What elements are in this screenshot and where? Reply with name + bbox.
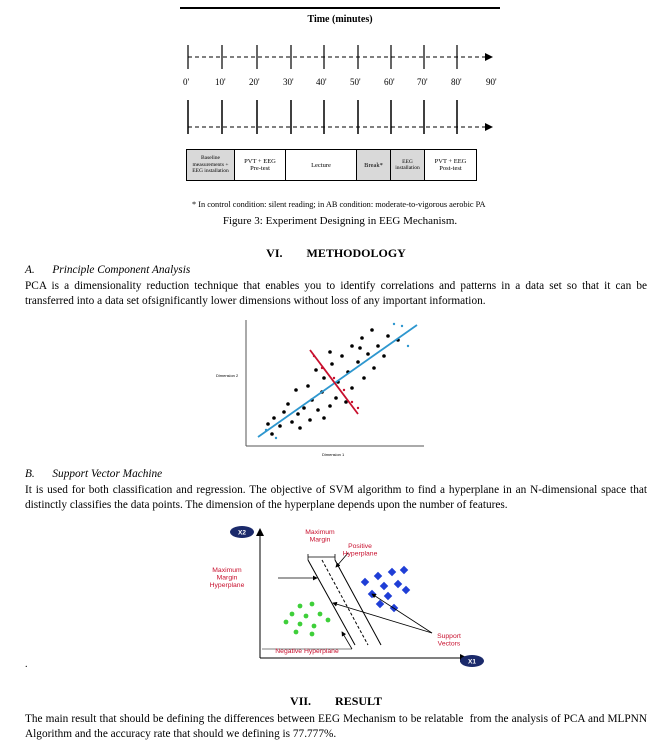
tick-label: 40' xyxy=(316,77,327,87)
pca-point xyxy=(322,416,326,420)
pca-projection-point xyxy=(357,407,359,409)
pca-point xyxy=(314,368,318,372)
pca-point xyxy=(266,422,270,426)
figure-top-rule xyxy=(180,7,500,9)
phase-eeg-installation: EEG installation xyxy=(390,149,425,181)
negative-hyperplane-line xyxy=(308,560,355,645)
svm-positive-point xyxy=(384,592,392,600)
svm-negative-point xyxy=(310,632,315,637)
svm-negative-point xyxy=(298,604,303,609)
svm-negative-point xyxy=(294,630,299,635)
svm-negative-point xyxy=(304,614,309,619)
svm-positive-point xyxy=(394,580,402,588)
negative-hyperplane-label: Negative Hyperplane xyxy=(275,648,339,655)
pca-point xyxy=(370,328,374,332)
phase-posttest: PVT + EEG Post-test xyxy=(424,149,477,181)
tick-label: 0' xyxy=(183,77,190,87)
subheading-title: Support Vector Machine xyxy=(52,468,163,480)
pca-point xyxy=(350,386,354,390)
phase-break: Break* xyxy=(356,149,391,181)
pca-point xyxy=(350,344,354,348)
phase-baseline: Baseline measurements + EEG installation xyxy=(186,149,235,181)
pca-point xyxy=(306,384,310,388)
phase-pretest: PVT + EEG Pre-test xyxy=(234,149,286,181)
max-margin-hyperplane-line xyxy=(322,560,368,645)
svm-positive-point xyxy=(361,578,369,586)
figure-footnote: * In control condition: silent reading; in AB condition: moderate-to-vigorous aerobic PA xyxy=(192,200,486,209)
figure-caption: Figure 3: Experiment Designing in EEG Mechanism. xyxy=(222,215,458,227)
phase-lecture: Lecture xyxy=(285,149,357,181)
pca-point xyxy=(296,412,300,416)
svm-negative-point xyxy=(312,624,317,629)
svm-positive-point xyxy=(402,586,410,594)
svm-negative-point xyxy=(290,612,295,617)
pca-point xyxy=(328,350,332,354)
timeline-diagram xyxy=(180,30,500,150)
pca-point xyxy=(372,366,376,370)
pca-projection-point xyxy=(275,437,277,439)
pca-projection-point xyxy=(401,325,403,327)
svm-negative-point xyxy=(318,612,323,617)
tick-label: 60' xyxy=(384,77,395,87)
pca-point xyxy=(278,424,282,428)
svm-positive-point xyxy=(380,582,388,590)
support-vectors-label: Support Vectors xyxy=(437,633,461,648)
x1-label: X1 xyxy=(468,658,476,666)
heading-number: VII. xyxy=(290,694,312,708)
pca-point xyxy=(282,410,286,414)
pca-point xyxy=(328,404,332,408)
pca-ylabel: Dimension 2 xyxy=(216,373,239,378)
pca-projection-point xyxy=(407,345,409,347)
x2-label: X2 xyxy=(238,529,246,537)
pca-principal-axis xyxy=(258,325,417,437)
svm-negative-point xyxy=(298,622,303,627)
pca-xlabel: Dimension 1 xyxy=(322,452,345,457)
pca-second-component xyxy=(310,350,358,414)
pca-projection-point xyxy=(393,323,395,325)
pca-point xyxy=(294,388,298,392)
paragraph-result: The main result that should be defining the differences between EEG Mechanism to be relatable from the analysis of PCA and MLPNN Algorithm and the accuracy rate that should we defining is 77.777%. xyxy=(25,713,650,740)
subheading-letter: B. xyxy=(25,468,35,480)
tick-label: 30' xyxy=(283,77,294,87)
pca-point xyxy=(286,402,290,406)
heading-number: VI. xyxy=(266,246,283,260)
pca-point xyxy=(386,334,390,338)
pca-point xyxy=(330,362,334,366)
pca-projection-point xyxy=(351,401,353,403)
tick-label: 80' xyxy=(451,77,462,87)
heading-text: RESULT xyxy=(335,694,382,708)
svm-positive-point xyxy=(400,566,408,574)
pca-point xyxy=(366,352,370,356)
tick-label: 10' xyxy=(215,77,226,87)
pca-point xyxy=(290,420,294,424)
pca-point xyxy=(360,336,364,340)
max-margin-hyperplane-label: Maximum Margin Hyperplane xyxy=(209,567,245,589)
svm-hyperplane-figure xyxy=(200,520,490,670)
lower-ticks xyxy=(188,100,457,134)
svm-negative-point xyxy=(310,602,315,607)
subheading-title: Principle Component Analysis xyxy=(52,264,191,276)
pca-projection-point xyxy=(333,377,335,379)
tick-label: 50' xyxy=(350,77,361,87)
pca-point xyxy=(298,426,302,430)
pca-scatter-figure xyxy=(212,316,430,460)
time-axis-title: Time (minutes) xyxy=(307,14,373,25)
pca-point xyxy=(340,354,344,358)
tick-label: 20' xyxy=(249,77,260,87)
svm-negative-point xyxy=(326,618,331,623)
positive-hyperplane-label: Positive Hyperplane xyxy=(342,543,378,558)
pca-point xyxy=(316,408,320,412)
pca-point xyxy=(302,406,306,410)
pca-point xyxy=(272,416,276,420)
tick-label: 70' xyxy=(417,77,428,87)
pca-point xyxy=(308,418,312,422)
pca-point xyxy=(356,360,360,364)
pca-point xyxy=(322,376,326,380)
stray-period: . xyxy=(25,659,28,670)
pca-point xyxy=(376,344,380,348)
paragraph-svm: It is used for both classification and regression. The objective of SVM algorithm to find a hyperplane in an N-dimensional space that distinctly classifies the data points. The dimension of the hyperplane depends upon the number of features. xyxy=(25,484,647,511)
tick-label: 90' xyxy=(486,77,497,87)
section-heading-methodology xyxy=(0,246,672,261)
svm-negative-point xyxy=(284,620,289,625)
pca-point xyxy=(362,376,366,380)
svm-positive-point xyxy=(388,568,396,576)
subheading-pca xyxy=(25,263,190,278)
subheading-svm xyxy=(25,467,162,482)
section-heading-result xyxy=(0,694,672,709)
pca-point xyxy=(358,346,362,350)
pca-point xyxy=(270,432,274,436)
pca-projection-point xyxy=(343,389,345,391)
max-margin-label: Maximum Margin xyxy=(305,529,335,544)
heading-text: METHODOLOGY xyxy=(306,246,406,260)
svm-data-points xyxy=(284,566,411,637)
pca-point xyxy=(334,396,338,400)
pca-point xyxy=(382,354,386,358)
svm-positive-point xyxy=(374,572,382,580)
paragraph-pca: PCA is a dimensionality reduction technique that enables you to identify correlations and patterns in a data set so that it can be transferred into a data set ofsignificantly lower dimensions without loss of any important information. xyxy=(25,280,647,307)
subheading-letter: A. xyxy=(25,264,35,276)
